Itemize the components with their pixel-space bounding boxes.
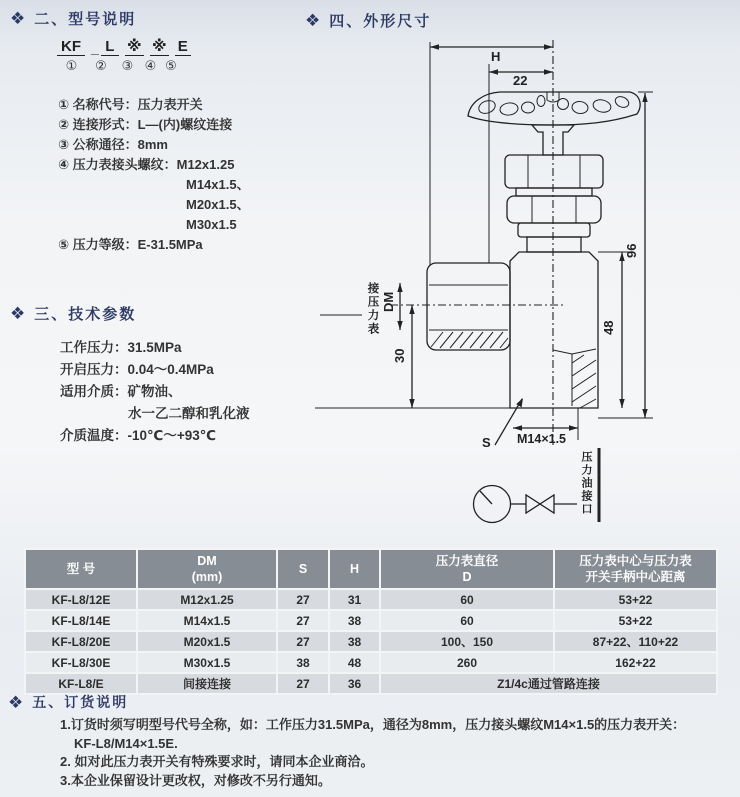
dim-22-label: 22 [513, 73, 528, 88]
order-note: KF-L8/M14×1.5E. [74, 735, 178, 751]
cell-dm: M14x1.5 [137, 610, 277, 631]
legend-item: M20x1.5、 [186, 197, 250, 212]
s-label: S [482, 435, 491, 450]
valve-drawing-svg [300, 30, 700, 550]
legend-item: ② 连接形式：L—(内)螺纹连接 [58, 117, 233, 132]
table-row [25, 610, 717, 631]
cell-h: 36 [329, 673, 380, 694]
order-note: 1.订货时须写明型号代号全称，如：工作压力31.5MPa，通径为8mm，压力接头螺纹M14×1.5的压力表开关： [60, 717, 686, 732]
cell-d: 100、150 [380, 631, 554, 652]
cell-dm: M20x1.5 [137, 631, 277, 652]
cell-dist: 87+22、110+22 [554, 631, 717, 652]
four-diamond-icon: ❖ [305, 11, 321, 30]
code-token-x1: ※ [125, 38, 144, 56]
order-note: 2. 如对此压力表开关有特殊要求时，请同本企业商洽。 [60, 754, 374, 769]
table-row [25, 652, 717, 673]
code-token-l: L [101, 38, 119, 56]
dim-30-label: 30 [392, 348, 407, 363]
legend-item: ④ 压力表接头螺纹：M12x1.25 [58, 157, 235, 172]
col-model: 型 号 [25, 549, 137, 589]
model-code [57, 38, 197, 56]
handwheel [468, 92, 640, 125]
code-token-x2: ※ [150, 38, 169, 56]
cell-dist: 53+22 [554, 610, 717, 631]
code-num-4: ④ [144, 58, 157, 74]
model-legend-list [58, 95, 250, 255]
spec-table [24, 548, 718, 695]
four-diamond-icon: ❖ [10, 9, 26, 28]
code-num-5: ⑤ [165, 58, 177, 74]
legend-item: M14x1.5、 [186, 177, 250, 192]
table-header-row [25, 549, 717, 589]
legend-item: ⑤ 压力等级：E-31.5MPa [58, 237, 203, 252]
valve-symbol-left [526, 495, 540, 513]
section-order-title [8, 692, 128, 712]
thread-m14-label: M14×1.5 [517, 432, 566, 446]
code-dash: _ [91, 40, 99, 57]
cell-model: KF-L8/12E [25, 589, 137, 610]
legend-item: M30x1.5 [186, 217, 237, 232]
order-notes-list [60, 716, 685, 790]
cell-dm: 间接连接 [137, 673, 277, 694]
dim-96-label: 96 [624, 243, 639, 258]
cell-model: KF-L8/E [25, 673, 137, 694]
valve-body [510, 252, 598, 408]
oil-port-label: 压力油接口 [580, 451, 592, 516]
cell-dist: 162+22 [554, 652, 717, 673]
col-dist: 压力表中心与压力表 开关手柄中心距离 [554, 549, 717, 589]
cell-s: 27 [277, 631, 329, 652]
tech-item: 介质温度：-10℃～+93℃ [60, 428, 217, 443]
cell-s: 38 [277, 652, 329, 673]
valve-symbol-right [540, 495, 554, 513]
model-code-numbers [57, 58, 197, 74]
section-title-text: 二、型号说明 [34, 11, 137, 28]
code-num-2: ② [95, 58, 107, 74]
legend-item: ① 名称代号：压力表开关 [58, 97, 203, 112]
dim-48-label: 48 [601, 320, 616, 335]
section-title-text: 五、订货说明 [32, 694, 129, 710]
tech-item: 适用介质：矿物油、 [60, 384, 182, 399]
cell-model: KF-L8/30E [25, 652, 137, 673]
cell-d: 60 [380, 589, 554, 610]
tech-params-list [60, 337, 250, 447]
cell-h: 38 [329, 610, 380, 631]
dimension-drawing [300, 30, 700, 550]
legend-item: ③ 公称通径：8mm [58, 137, 168, 152]
cell-d: 60 [380, 610, 554, 631]
cell-model: KF-L8/14E [25, 610, 137, 631]
cell-model: KF-L8/20E [25, 631, 137, 652]
table-row [25, 589, 717, 610]
col-h: H [329, 549, 380, 589]
tech-item: 工作压力：31.5MPa [60, 340, 182, 355]
gauge-port-label: 接压力表 [366, 282, 379, 336]
order-note: 3.本企业保留设计更改权，对修改不另行通知。 [60, 772, 331, 788]
cell-s: 27 [277, 589, 329, 610]
code-num-3: ③ [121, 58, 134, 74]
model-code-block [57, 38, 197, 74]
cell-s: 27 [277, 673, 329, 694]
cell-h: 38 [329, 631, 380, 652]
dim-h-label: H [491, 49, 501, 64]
table-row [25, 673, 717, 694]
cell-dm: M12x1.25 [137, 589, 277, 610]
cell-d-span: Z1/4c通过管路连接 [380, 673, 717, 694]
cell-dist: 53+22 [554, 589, 717, 610]
thread-hatch-right [572, 355, 596, 408]
col-dm: DM (mm) [137, 549, 277, 589]
cell-dm: M30x1.5 [137, 652, 277, 673]
tech-item: 开启压力：0.04～0.4MPa [60, 362, 214, 377]
thread-hatch-port [431, 332, 508, 348]
col-d: 压力表直径 D [380, 549, 554, 589]
cell-h: 31 [329, 589, 380, 610]
code-token-e: E [175, 38, 191, 56]
section-tech-title [10, 303, 136, 324]
code-num-1: ① [65, 58, 78, 74]
dim-dm-label: DM [381, 291, 396, 312]
section-dims-title [305, 10, 431, 31]
code-token-kf: KF [57, 38, 85, 56]
section-model-title [10, 8, 136, 29]
cell-d: 260 [380, 652, 554, 673]
four-diamond-icon: ❖ [10, 304, 26, 323]
valve-stem-and-nuts [505, 125, 603, 252]
section-title-text: 四、外形尺寸 [329, 13, 432, 30]
col-s: S [277, 549, 329, 589]
table-row [25, 631, 717, 652]
four-diamond-icon: ❖ [8, 692, 24, 712]
cell-s: 27 [277, 610, 329, 631]
gauge-port [427, 263, 510, 350]
section-title-text: 三、技术参数 [34, 306, 137, 323]
cell-h: 48 [329, 652, 380, 673]
tech-item: 水一乙二醇和乳化液 [128, 406, 250, 421]
